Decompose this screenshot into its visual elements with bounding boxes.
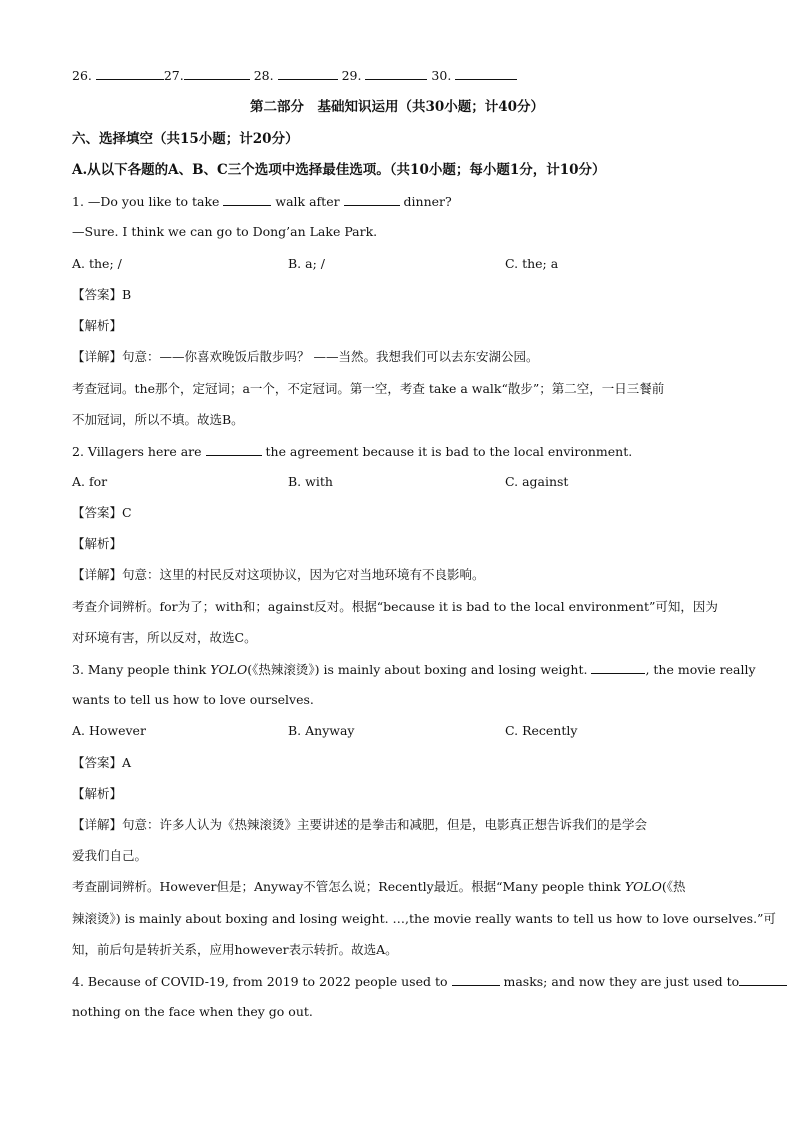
question-4-line-1: 4. Because of COVID-19, from 2019 to 2022 people used to masks; and now they are just used to: [72, 972, 724, 991]
answer-blanks-line: 26. 27. 28. 29. 30.: [72, 66, 724, 85]
q2-detail-line-2: 考查介词辨析。for为了；with和；against反对。根据“because it is bad to the local environment”可知，因为: [72, 599, 718, 614]
question-1-line-2: —Sure. I think we can go to Dong’an Lake Park.: [72, 224, 378, 239]
question-4-line-2: nothing on the face when they go out.: [72, 1004, 313, 1019]
q3-option-b: B. Anyway: [288, 723, 355, 738]
q4-blank-1: [452, 972, 500, 986]
q2-option-b: B. with: [288, 474, 333, 489]
q1-analysis-label: 【解析】: [72, 318, 123, 333]
q2-analysis-label: 【解析】: [72, 536, 123, 551]
q1-detail-line-1: 【详解】句意：——你喜欢晚饭后散步吗？ ——当然。我想我们可以去东安湖公园。: [72, 349, 539, 364]
q3-analysis-label: 【解析】: [72, 786, 123, 801]
q3-option-a: A. However: [72, 723, 146, 738]
q1-detail-line-2: 考查冠词。the那个，定冠词；a一个，不定冠词。第一空，考查 take a walk“散步”；第二空，一日三餐前: [72, 381, 665, 396]
blank-26: [96, 66, 164, 80]
q1-option-b: B. a; /: [288, 256, 325, 271]
subsection-title: A.从以下各题的A、B、C三个选项中选择最佳选项。（共10小题；每小题1分，计10分）: [72, 162, 606, 178]
q1-answer: 【答案】B: [72, 287, 132, 302]
q3-blank-1: [591, 660, 645, 674]
q4-blank-2: [739, 972, 787, 986]
blank-27: [184, 66, 250, 80]
blank-28: [278, 66, 338, 80]
question-3-line-2: wants to tell us how to love ourselves.: [72, 692, 314, 707]
q1-detail-line-3: 不加冠词，所以不填。故选B。: [72, 412, 244, 427]
part-title: 第二部分 基础知识运用（共30小题；计40分）: [249, 99, 545, 115]
q1-option-c: C. the; a: [505, 256, 559, 271]
q2-detail-line-1: 【详解】句意：这里的村民反对这项协议，因为它对当地环境有不良影响。: [72, 567, 485, 582]
q2-detail-line-3: 对环境有害，所以反对，故选C。: [72, 630, 257, 645]
q3-detail-line-3: 考查副词辨析。However但是；Anyway不管怎么说；Recently最近。根据“Many people think YOLO(《热: [72, 879, 686, 894]
q3-detail-line-2: 爱我们自己。: [72, 848, 148, 863]
q3-detail-line-1: 【详解】句意：许多人认为《热辣滚烫》主要讲述的是拳击和减肥，但是，电影真正想告诉我们的是学会: [72, 817, 648, 832]
q1-blank-1: [223, 192, 271, 206]
q2-option-a: A. for: [72, 474, 108, 489]
q2-blank-1: [206, 442, 262, 456]
blank-30: [455, 66, 517, 80]
q3-option-c: C. Recently: [505, 723, 578, 738]
section-title: 六、选择填空（共15小题；计20分）: [72, 131, 299, 147]
q3-answer: 【答案】A: [72, 755, 132, 770]
question-3-line-1: 3. Many people think YOLO(《热辣滚烫》) is mainly about boxing and losing weight. , the movie really: [72, 662, 756, 677]
q3-detail-line-5: 知，前后句是转折关系，应用however表示转折。故选A。: [72, 942, 398, 957]
blank-29: [365, 66, 427, 80]
question-1-line-1: 1. —Do you like to take walk after dinner?: [72, 194, 452, 209]
q3-detail-line-4: 辣滚烫》) is mainly about boxing and losing weight. …,the movie really wants to tell us how to love ourselves.”可: [72, 911, 776, 926]
q2-option-c: C. against: [505, 474, 569, 489]
question-2-line-1: 2. Villagers here are the agreement because it is bad to the local environment.: [72, 444, 633, 459]
q1-blank-2: [344, 192, 400, 206]
q2-answer: 【答案】C: [72, 505, 132, 520]
q1-option-a: A. the; /: [72, 256, 122, 271]
